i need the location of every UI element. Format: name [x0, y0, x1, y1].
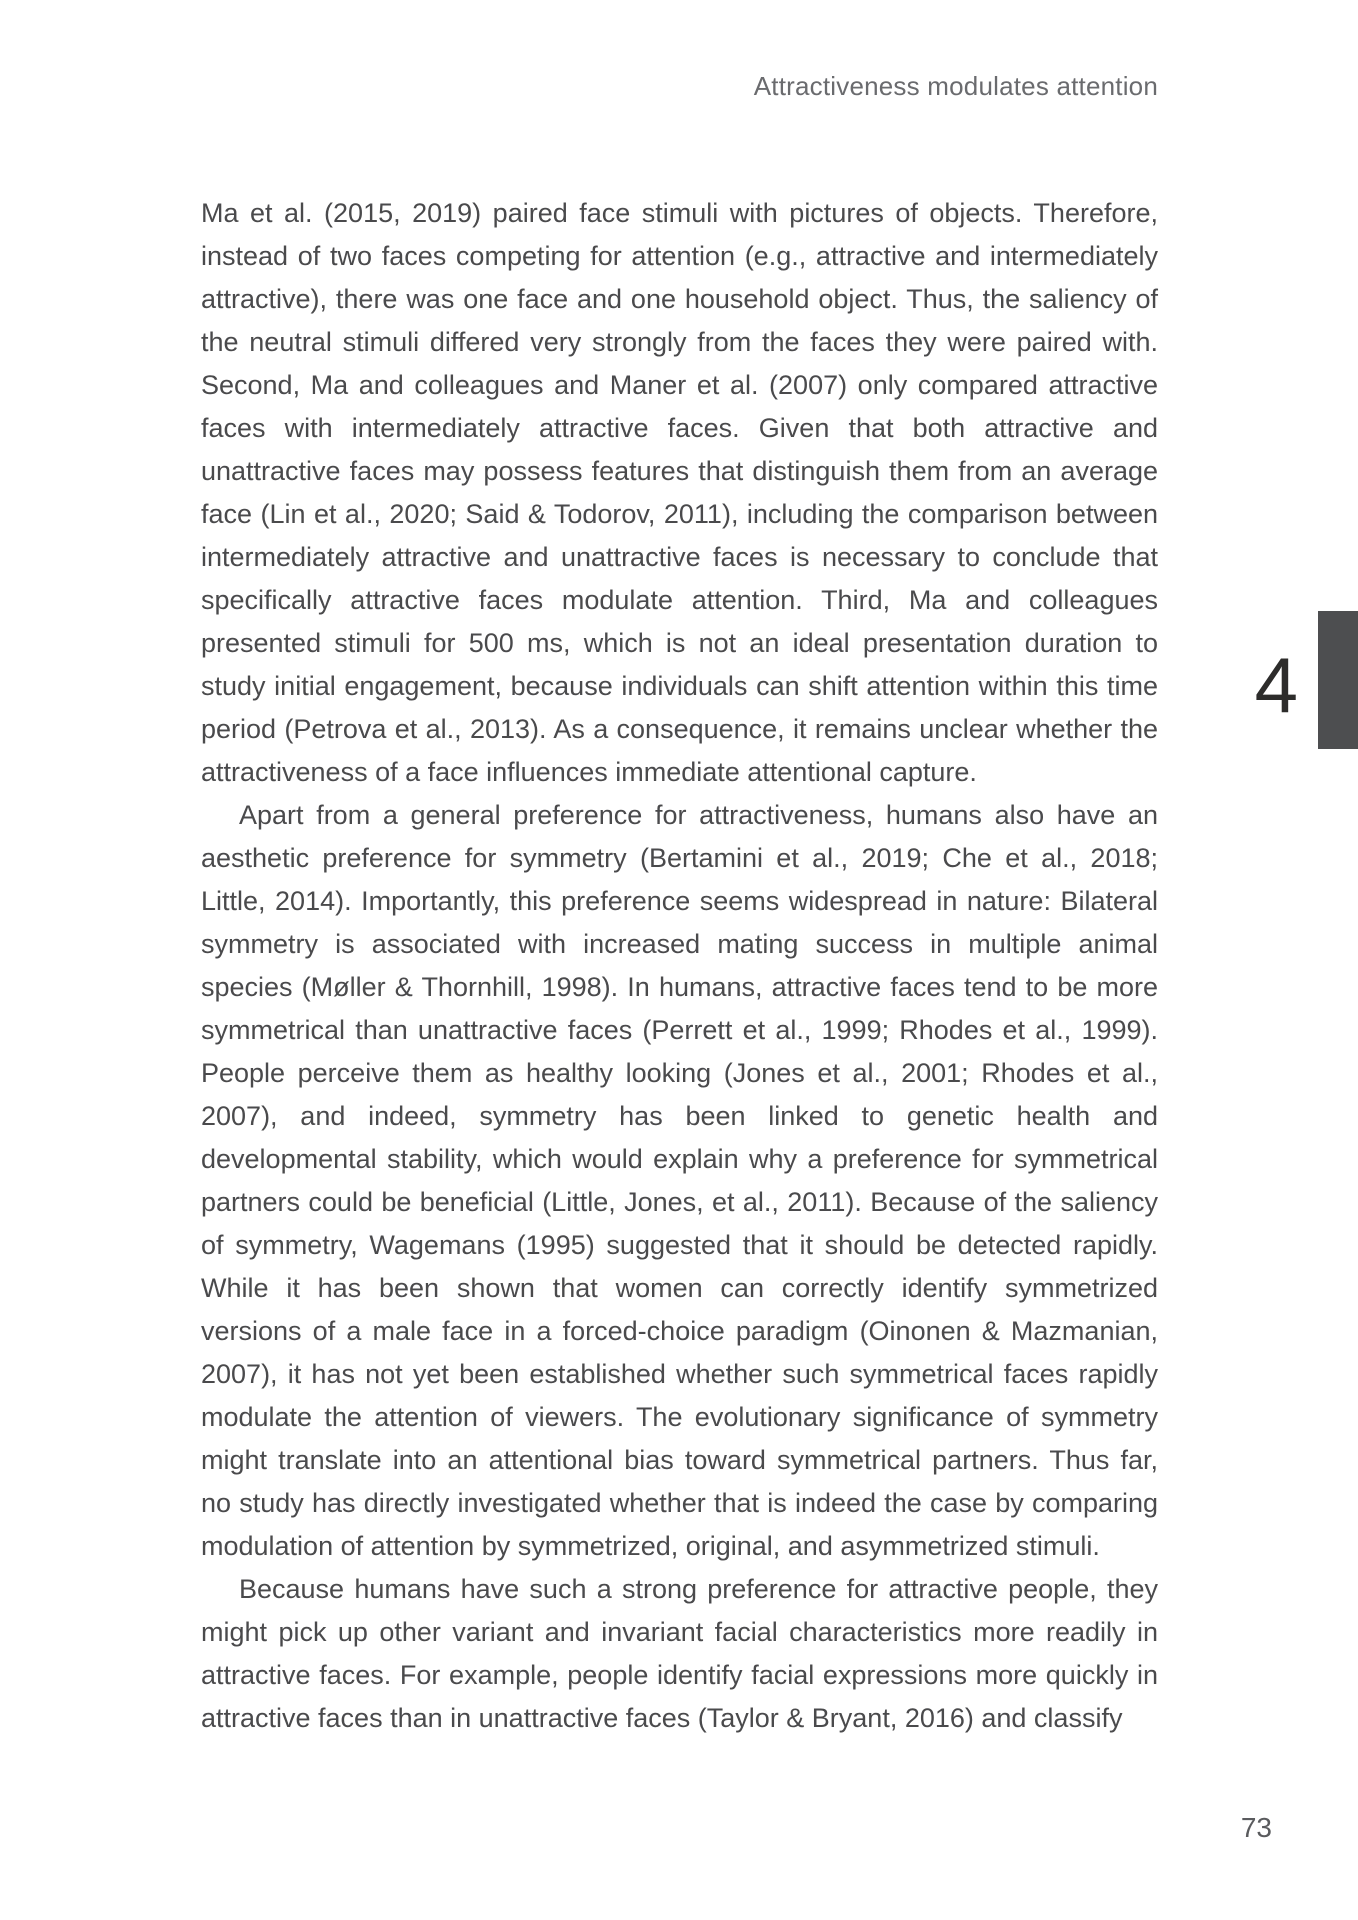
running-header: Attractiveness modulates attention	[753, 71, 1158, 101]
page-number: 73	[1240, 1812, 1272, 1843]
paragraph: Apart from a general preference for attractiveness, humans also have an aesthetic preference for symmetry (Bertamini et al., 2019; Che et al., 2018; Little, 2014). Importantly, this preference seems widespread in nature: Bilateral symmetry is associated with increased mating success in multiple animal species (Møller & Thornhill, 1998). In humans, attractive faces tend to be more symmetrical than unattractive faces (Perrett et al., 1999; Rhodes et al., 1999). People perceive them as healthy looking (Jones et al., 2001; Rhodes et al., 2007), and indeed, symmetry has been linked to genetic health and developmental stability, which would explain why a preference for symmetrical partners could be beneficial (Little, Jones, et al., 2011). Because of the saliency of symmetry, Wagemans (1995) suggested that it should be detected rapidly. While it has been shown that women can correctly identify symmetrized versions of a male face in a forced-choice paradigm (Oinonen & Mazmanian, 2007), it has not yet been established whether such symmetrical faces rapidly modulate the attention of viewers. The evolutionary significance of symmetry might translate into an attentional bias toward symmetrical partners. Thus far, no study has directly investigated whether that is indeed the case by comparing modulation of attention by symmetrized, original, and asymmetrized stimuli.	[201, 800, 1158, 1561]
chapter-tab-marker	[1318, 611, 1358, 749]
paragraph: Because humans have such a strong preference for attractive people, they might pick up other variant and invariant facial characteristics more readily in attractive faces. For example, people identify facial expressions more quickly in attractive faces than in unattractive faces (Taylor & Bryant, 2016) and classify	[201, 1574, 1158, 1733]
paragraph: Ma et al. (2015, 2019) paired face stimuli with pictures of objects. Therefore, instead of two faces competing for attention (e.g., attractive and intermediately attractive), there was one face and one household object. Thus, the saliency of the neutral stimuli differed very strongly from the faces they were paired with. Second, Ma and colleagues and Maner et al. (2007) only compared attractive faces with intermediately attractive faces. Given that both attractive and unattractive faces may possess features that distinguish them from an average face (Lin et al., 2020; Said & Todorov, 2011), including the comparison between intermediately attractive and unattractive faces is necessary to conclude that specifically attractive faces modulate attention. Third, Ma and colleagues presented stimuli for 500 ms, which is not an ideal presentation duration to study initial engagement, because individuals can shift attention within this time period (Petrova et al., 2013). As a consequence, it remains unclear whether the attractiveness of a face influences immediate attentional capture.	[201, 198, 1158, 787]
body-text-block	[201, 192, 1158, 1740]
chapter-number: 4	[1254, 641, 1298, 729]
